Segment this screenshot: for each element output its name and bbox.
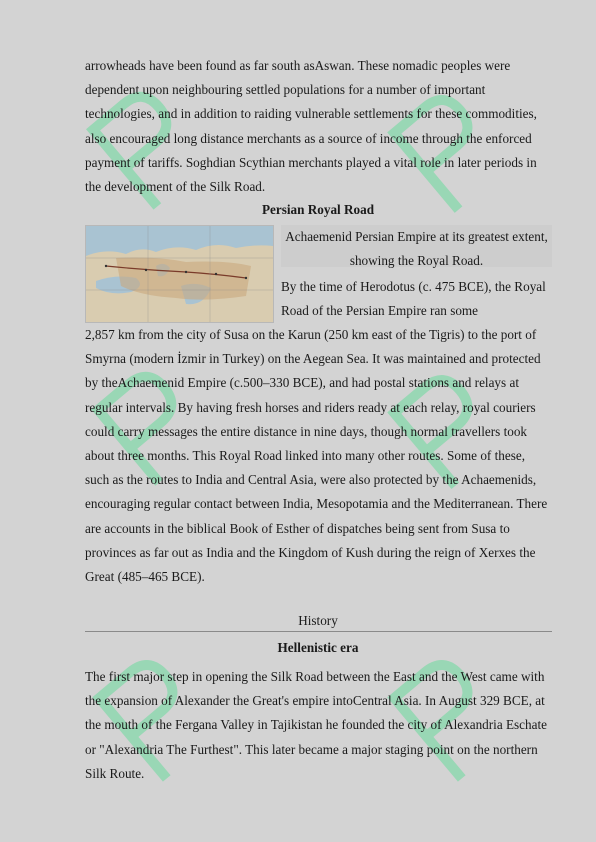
figure-caption: Achaemenid Persian Empire at its greatest extent, showing the Royal Road. [281,225,552,267]
paragraph-hellenistic: The first major step in opening the Silk Road between the East and the West came with the expansion of Alexander the Great's empire intoCentral Asia. In August 329 BCE, at the mouth of the Fergana Valley in Tajikistan he founded the city of Alexandria Eschate or "Alexandria The Furthest". This later became a major staging point on the northern Silk Route. [85,669,547,781]
map-graphic [86,226,273,322]
paragraph-intro: arrowheads have been found as far south asAswan. These nomadic peoples were dependent upon neighbouring settled populations for a number of important technologies, and in addition to raiding vulnerable settlements for these commodities, also encouraged long distance merchants as a source of income through the enforced payment of tariffs. Soghdian Scythian merchants played a vital role in later periods in the development of the Silk Road. [85,58,537,195]
section-heading-hellenistic-era: Hellenistic era [277,640,359,655]
horizontal-divider [85,631,552,632]
paragraph-persian-lead: By the time of Herodotus (c. 475 BCE), the Royal Road of the Persian Empire ran some [281,279,546,319]
history-link[interactable]: History [298,613,338,628]
section-heading-persian-royal-road: Persian Royal Road [261,202,375,217]
empire-map-image [85,225,274,323]
paragraph-persian-body: 2,857 km from the city of Susa on the Karun (250 km east of the Tigris) to the port of Smyrna (modern İzmir in Turkey) on the Aegean Sea. It was maintained and protected by theAchaemenid Empire (c.500–330 BCE), and had postal stations and relays at regular intervals. By having fresh horses and riders ready at each relay, royal couriers could carry messages the entire distance in nine days, though normal travellers took about three months. This Royal Road linked into many other routes. Some of these, such as the routes to India and Central Asia, were also protected by the Achaemenids, encouraging regular contact between India, Mesopotamia and the Mediterranean. There are accounts in the biblical Book of Esther of dispatches being sent from Susa to provinces as far out as India and the Kingdom of Kush during the reign of Xerxes the Great (485–465 BCE). [85,327,548,585]
